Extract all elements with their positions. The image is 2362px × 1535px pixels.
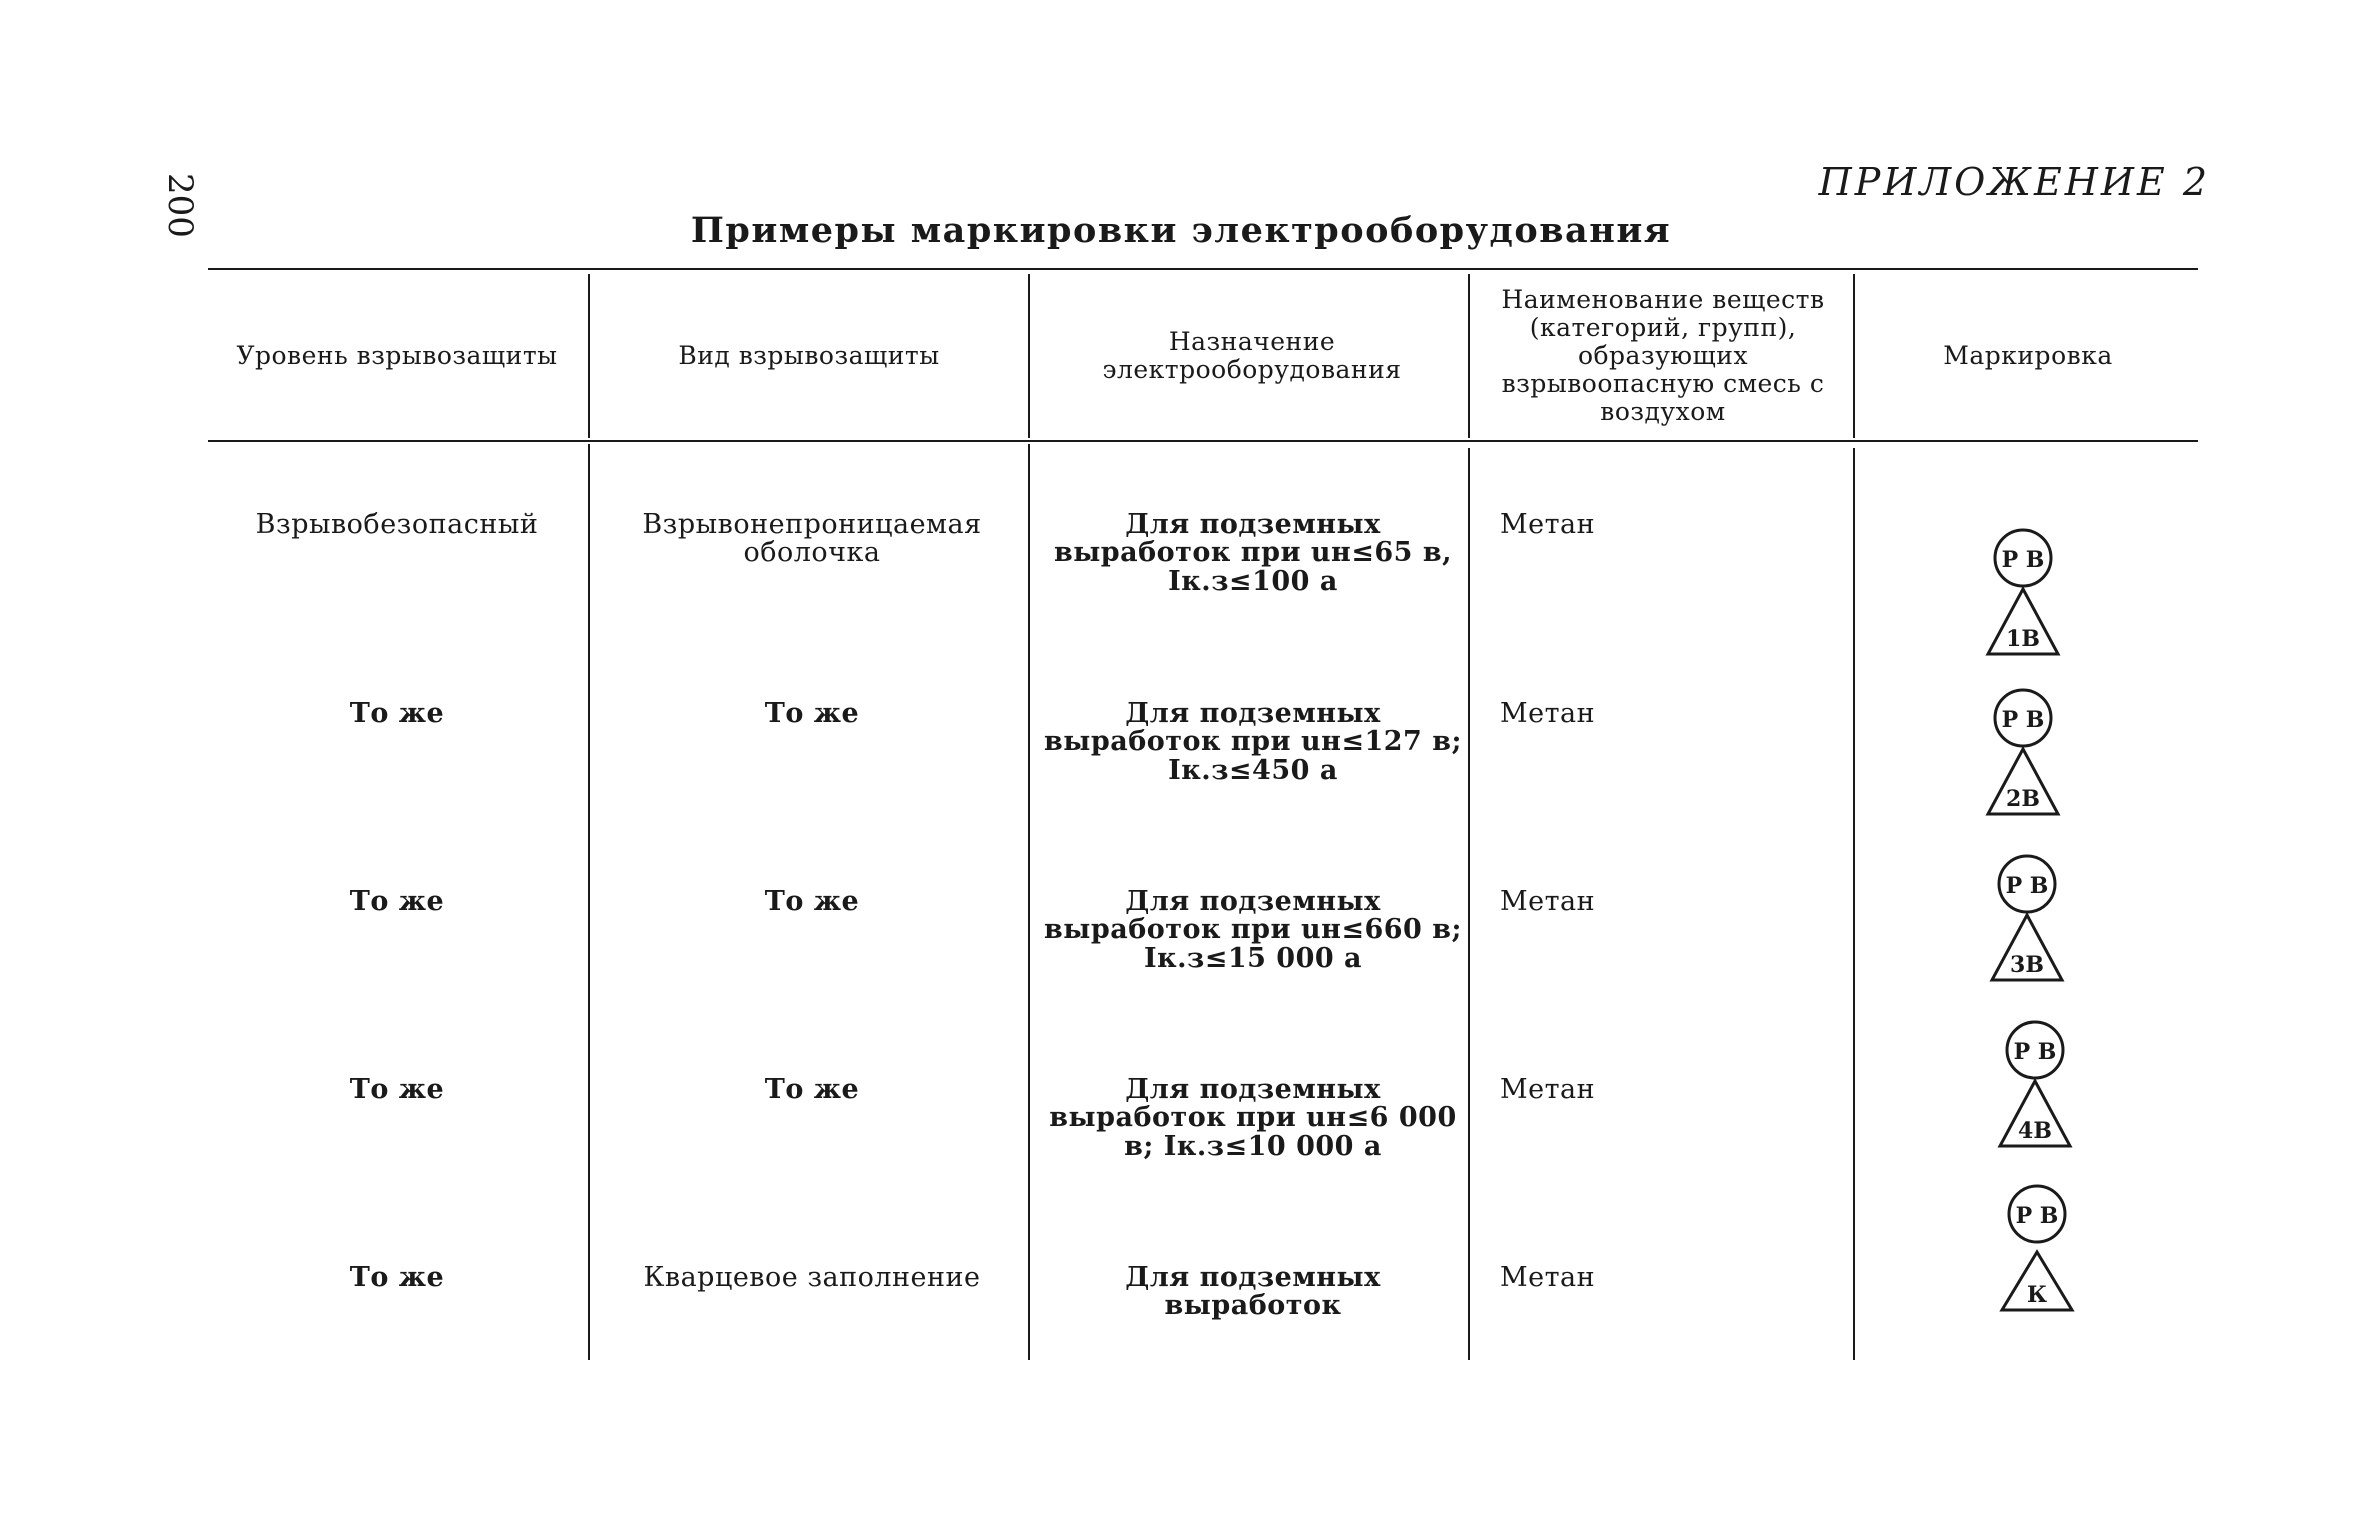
- explosion-protection-mark: [1990, 1018, 2080, 1158]
- column-divider: [1028, 444, 1030, 1360]
- mark-triangle-text: 4В: [2018, 1118, 2052, 1144]
- mark-circle-text: Р В: [2013, 1039, 2057, 1065]
- type-cell: Кварцевое заполнение: [643, 1262, 981, 1293]
- purpose-cell: Для подземных выработок при uн≤6 000 в; Iк.з≤10 000 а: [1049, 1074, 1457, 1162]
- mark-circle-text: Р В: [2015, 1203, 2059, 1229]
- substance-cell: Метан: [1500, 1074, 1596, 1105]
- marking-symbol: [1990, 1018, 2080, 1158]
- column-divider: [1028, 274, 1030, 438]
- mark-circle-text: Р В: [2001, 707, 2045, 733]
- mark-circle-text: Р В: [2001, 547, 2045, 573]
- column-divider: [588, 274, 590, 438]
- mark-triangle-text: 2В: [2006, 786, 2040, 812]
- page-title: Примеры маркировки электрооборудования: [690, 210, 1672, 251]
- marking-symbol: [1982, 852, 2072, 992]
- explosion-protection-mark: [1978, 526, 2068, 666]
- mark-circle-text: Р В: [2005, 873, 2049, 899]
- appendix-label: ПРИЛОЖЕНИЕ 2: [1818, 160, 2210, 204]
- header-marking: Маркировка: [1943, 341, 2113, 370]
- substance-cell: Метан: [1500, 1262, 1596, 1293]
- column-divider: [588, 444, 590, 1360]
- header-type: Вид взрывозащиты: [678, 341, 940, 370]
- mark-triangle-text: 1В: [2006, 626, 2040, 652]
- column-divider: [1853, 274, 1855, 438]
- header-purpose: Назначение электрооборудования: [1102, 327, 1402, 384]
- purpose-cell: Для подземных выработок: [1125, 1262, 1381, 1322]
- level-cell: То же: [349, 1262, 445, 1293]
- column-divider: [1468, 274, 1470, 438]
- mark-triangle-text: К: [2026, 1282, 2048, 1308]
- purpose-cell: Для подземных выработок при uн≤65 в, Iк.з≤100 а: [1053, 509, 1453, 597]
- explosion-protection-mark: [1992, 1182, 2082, 1322]
- type-cell: То же: [764, 698, 860, 729]
- mark-triangle-text: 3В: [2010, 952, 2044, 978]
- purpose-cell: Для подземных выработок при uн≤660 в; Iк.з≤15 000 а: [1044, 886, 1462, 974]
- marking-table: [208, 268, 2198, 1360]
- marking-symbol: [1978, 686, 2068, 826]
- column-divider: [1853, 448, 1855, 1360]
- type-cell: То же: [764, 1074, 860, 1105]
- column-divider: [1468, 448, 1470, 1360]
- explosion-protection-mark: [1978, 686, 2068, 826]
- level-cell: То же: [349, 698, 445, 729]
- substance-cell: Метан: [1500, 509, 1596, 540]
- page-number: 200: [160, 173, 200, 238]
- purpose-cell: Для подземных выработок при uн≤127 в; Iк.з≤450 а: [1044, 698, 1462, 786]
- type-cell: Взрывонепроницаемая оболочка: [642, 509, 982, 569]
- table-top-rule: [208, 268, 2198, 270]
- marking-symbol: [1978, 526, 2068, 666]
- substance-cell: Метан: [1500, 886, 1596, 917]
- level-cell: Взрывобезопасный: [255, 509, 539, 540]
- level-cell: То же: [349, 886, 445, 917]
- header-level: Уровень взрывозащиты: [236, 341, 558, 370]
- header-substance: Наименование веществ (категорий, групп), образующих взрывоопасную смесь с воздухом: [1501, 285, 1825, 426]
- substance-cell: Метан: [1500, 698, 1596, 729]
- marking-symbol: [1992, 1182, 2082, 1322]
- type-cell: То же: [764, 886, 860, 917]
- level-cell: То же: [349, 1074, 445, 1105]
- explosion-protection-mark: [1982, 852, 2072, 992]
